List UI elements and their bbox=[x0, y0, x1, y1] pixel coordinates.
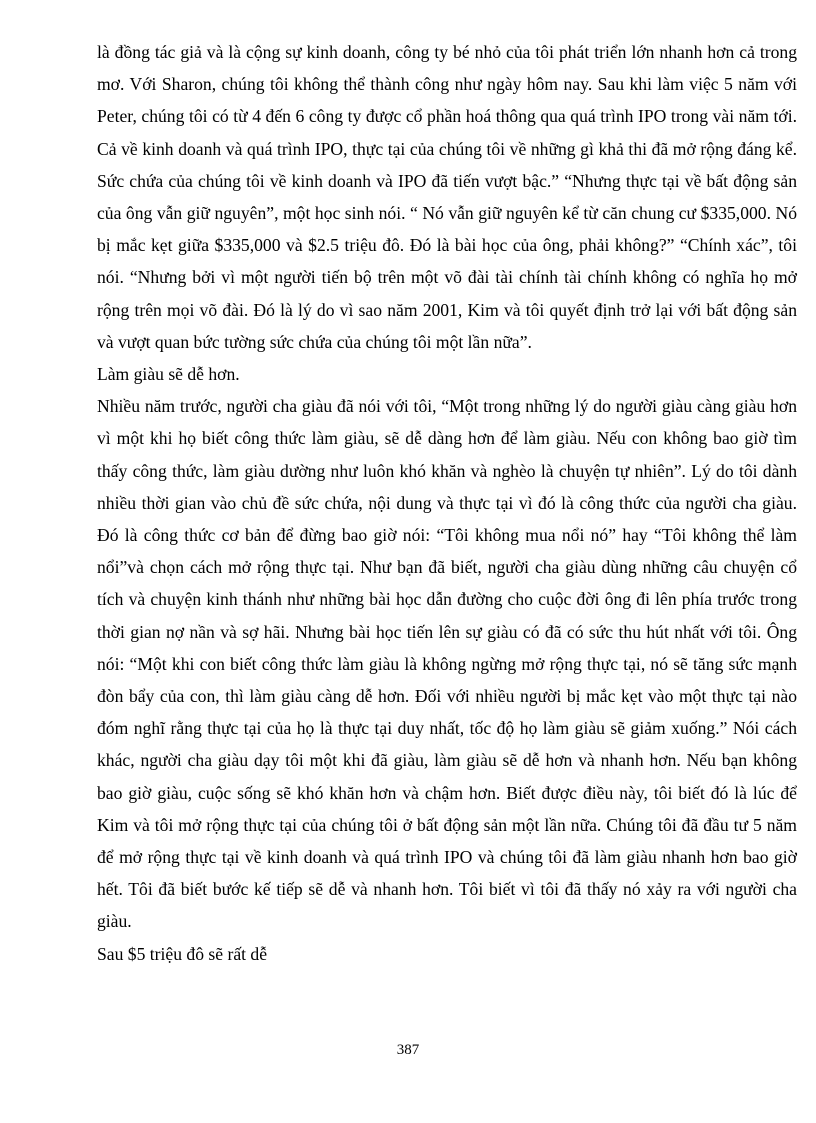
section-heading: Làm giàu sẽ dễ hơn. bbox=[97, 364, 240, 385]
paragraph: Nhiều năm trước, người cha giàu đã nói với tôi, “Một trong những lý do người giàu càng giàu hơn vì một khi họ biết công thức làm giàu, sẽ dễ dàng hơn để làm giàu. Nếu con không bao giờ tìm thấy công thức, làm giàu dường như luôn khó khăn và nghèo là chuyện tự nhiên”. Lý do tôi dành nhiều thời gian vào chủ đề sức chứa, nội dung và thực tại vì đó là công thức của người cha giàu. Đó là công thức cơ bản để đừng bao giờ nói: “Tôi không mua nổi nó” hay “Tôi không thể làm nổi”và chọn cách mở rộng thực tại. Như bạn đã biết, người cha giàu dùng những câu chuyện cổ tích và chuyện kinh thánh như những bài học dẫn đường cho cuộc đời ông đi lên phía trước trong thời gian nợ nần và sợ hãi. Nhưng bài học tiến lên sự giàu có đã có sức thu hút nhất với tôi. Ông nói: “Một khi con biết công thức làm giàu là không ngừng mở rộng thực tại, nó sẽ tăng sức mạnh đòn bẩy của con, thì làm giàu càng dễ hơn. Đối với nhiều người bị mắc kẹt vào một thực tại nào đóm nghĩ rằng thực tại của họ là thực tại duy nhất, tốc độ họ làm giàu sẽ giảm xuống.” Nói cách khác, người cha giàu dạy tôi một khi đã giàu, làm giàu sẽ dễ hơn và nhanh hơn. Nếu bạn không bao giờ giàu, cuộc sống sẽ khó khăn hơn và chậm hơn. Biết được điều này, tôi biết đó là lúc để Kim và tôi mở rộng thực tại của chúng tôi ở bất động sản một lần nữa. Chúng tôi đã đầu tư 5 năm để mở rộng thực tại về kinh doanh và quá trình IPO và chúng tôi đã làm giàu nhanh hơn bao giờ hết. Tôi đã biết bước kế tiếp sẽ dễ và nhanh hơn. Tôi biết vì tôi đã thấy nó xảy ra với người cha giàu. bbox=[97, 396, 797, 932]
paragraph: là đồng tác giả và là cộng sự kinh doanh, công ty bé nhỏ của tôi phát triển lớn nhanh hơn cả trong mơ. Với Sharon, chúng tôi không thể thành công như ngày hôm nay. Sau khi làm việc 5 năm với Peter, chúng tôi có từ 4 đến 6 công ty được cổ phần hoá thông qua quá trình IPO trong vài năm tới. Cả về kinh doanh và quá trình IPO, thực tại của chúng tôi về những gì khả thi đã mở rộng đáng kể. Sức chứa của chúng tôi về kinh doanh và IPO đã tiến vượt bậc.” “Nhưng thực tại về bất động sản của ông vẫn giữ nguyên”, một học sinh nói. “ Nó vẫn giữ nguyên kể từ căn chung cư $335,000. Nó bị mắc kẹt giữa $335,000 và $2.5 triệu đô. Đó là bài học của ông, phải không?” “Chính xác”, tôi nói. “Nhưng bởi vì một người tiến bộ trên một võ đài tài chính tài chính không có nghĩa họ mở rộng trên mọi võ đài. Đó là lý do vì sao năm 2001, Kim và tôi quyết định trở lại với bất động sản và vượt quan bức tường sức chứa của chúng tôi một lần nữa”. bbox=[97, 42, 797, 352]
body-text bbox=[97, 36, 797, 970]
page-number: 387 bbox=[396, 1042, 420, 1058]
section-heading: Sau $5 triệu đô sẽ rất dễ bbox=[97, 943, 268, 964]
